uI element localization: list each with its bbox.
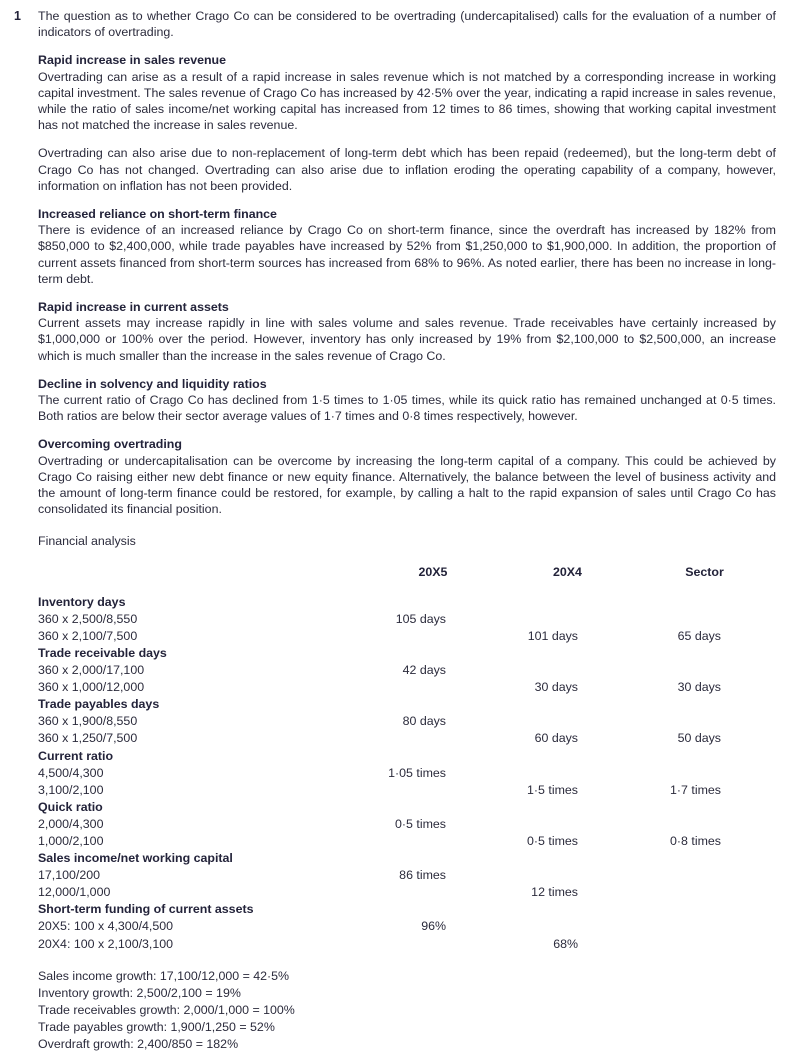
ratio-calculation: 1,000/2,100 bbox=[38, 834, 104, 848]
ratio-value-col2 bbox=[502, 662, 633, 679]
ratio-value-col2: 30 days bbox=[534, 680, 578, 695]
section-5-paragraph-1: Overtrading or undercapitalisation can be overcome by increasing the long-term capital of a company. This could be achieved by Crago Co raising either new debt finance or new equity finance. Alternatively, the balance between the level of business activity and the amount of long-term finance could be restored, for example, by calling a halt to the rapid expansion of sales until Crago Co has consolidated its financial position. bbox=[38, 453, 776, 517]
table-row-ratio-heading bbox=[38, 799, 776, 816]
table-row bbox=[38, 782, 776, 799]
ratio-value-col2: 68% bbox=[553, 936, 578, 951]
ratio-value-col2: 12 times bbox=[531, 885, 578, 900]
ratio-calculation: 3,100/2,100 bbox=[38, 782, 104, 797]
section-heading-3: Rapid increase in current assets bbox=[38, 300, 229, 315]
growth-line: Overdraft growth: 2,400/850 = 182% bbox=[38, 1037, 239, 1052]
ratio-value-col3 bbox=[633, 850, 776, 867]
ratio-calculation: 4,500/4,300 bbox=[38, 765, 104, 780]
financial-analysis-table bbox=[38, 564, 776, 953]
table-row-ratio-heading bbox=[38, 594, 776, 611]
ratio-name: Inventory days bbox=[38, 594, 126, 609]
ratio-calculation: 360 x 1,250/7,500 bbox=[38, 731, 138, 746]
ratio-value-col3 bbox=[633, 611, 776, 628]
ratio-value-col1 bbox=[364, 696, 502, 713]
table-row bbox=[38, 765, 776, 782]
section-heading-2: Increased reliance on short-term finance bbox=[38, 207, 277, 222]
ratio-value-col2 bbox=[502, 748, 633, 765]
section-1-paragraph-1: Overtrading can arise as a result of a rapid increase in sales revenue which is not matched by a corresponding increase in working capital investment. The sales revenue of Crago Co has increased by 42·5% over the year, indicating a rapid increase in sales revenue, while the ratio of sales income/net working capital has increased from 12 times to 86 times, showing that working capital investment has not matched the increase in sales revenue. bbox=[38, 69, 776, 133]
ratio-value-col2 bbox=[502, 611, 633, 628]
ratio-value-col2: 101 days bbox=[527, 628, 578, 643]
table-row bbox=[38, 730, 776, 747]
ratio-value-col2: 1·5 times bbox=[527, 782, 578, 797]
ratio-value-col2 bbox=[502, 816, 633, 833]
ratio-name: Sales income/net working capital bbox=[38, 851, 233, 866]
ratio-calculation: 17,100/200 bbox=[38, 868, 101, 883]
ratio-name: Quick ratio bbox=[38, 799, 103, 814]
ratio-calculation: 12,000/1,000 bbox=[38, 885, 111, 900]
ratio-value-col2 bbox=[502, 867, 633, 884]
growth-line: Sales income growth: 17,100/12,000 = 42·5% bbox=[38, 968, 290, 983]
table-row-ratio-heading bbox=[38, 901, 776, 918]
growth-line: Trade payables growth: 1,900/1,250 = 52% bbox=[38, 1019, 275, 1034]
ratio-value-col3: 1·7 times bbox=[670, 782, 721, 797]
ratio-value-col2 bbox=[502, 696, 633, 713]
ratio-calculation: 360 x 1,000/12,000 bbox=[38, 680, 145, 695]
ratio-value-col3 bbox=[633, 799, 776, 816]
column-header-label bbox=[38, 564, 364, 594]
ratio-value-col2 bbox=[502, 645, 633, 662]
section-heading-5: Overcoming overtrading bbox=[38, 437, 182, 452]
table-row-ratio-heading bbox=[38, 748, 776, 765]
ratio-value-col2 bbox=[502, 765, 633, 782]
financial-analysis-title: Financial analysis bbox=[38, 534, 136, 549]
section-3-paragraph-1: Current assets may increase rapidly in line with sales volume and sales revenue. Trade receivables have certainly increased by $1,000,000 or 100% over the period. However, inventory has only increased by 19% from $2,100,000 to $2,500,000, an increase which is much smaller than the increase in the sales revenue of Crago Co. bbox=[38, 316, 776, 363]
growth-line: Trade receivables growth: 2,000/1,000 = 100% bbox=[38, 1002, 295, 1017]
table-row bbox=[38, 918, 776, 935]
ratio-value-col1: 96% bbox=[421, 919, 446, 934]
ratio-name: Trade payables days bbox=[38, 697, 160, 712]
ratio-calculation: 20X5: 100 x 4,300/4,500 bbox=[38, 919, 174, 934]
ratio-value-col3: 0·8 times bbox=[670, 834, 721, 848]
table-row bbox=[38, 679, 776, 696]
ratio-value-col3 bbox=[633, 936, 776, 953]
growth-calculations bbox=[38, 968, 776, 1053]
table-row bbox=[38, 884, 776, 901]
table-row-ratio-heading bbox=[38, 645, 776, 662]
ratio-value-col1 bbox=[364, 782, 502, 799]
ratio-value-col1: 0·5 times bbox=[395, 816, 446, 831]
ratio-value-col1: 86 times bbox=[399, 868, 446, 883]
ratio-value-col1 bbox=[364, 730, 502, 747]
ratio-value-col3 bbox=[633, 645, 776, 662]
ratio-value-col3 bbox=[633, 918, 776, 935]
ratio-value-col2: 0·5 times bbox=[527, 834, 578, 848]
ratio-value-col3 bbox=[633, 662, 776, 679]
ratio-calculation: 360 x 2,500/8,550 bbox=[38, 611, 138, 626]
column-header-sector: Sector bbox=[685, 564, 724, 579]
ratio-value-col2: 60 days bbox=[534, 731, 578, 746]
section-1-paragraph-2: Overtrading can also arise due to non-replacement of long-term debt which has been repaid (redeemed), but the long-term debt of Crago Co has not changed. Overtrading can also arise due to inflation eroding the operating capability of a company, however, information on inflation has not been provided. bbox=[38, 146, 776, 193]
ratio-value-col3 bbox=[633, 816, 776, 833]
table-row bbox=[38, 628, 776, 645]
ratio-name: Short-term funding of current assets bbox=[38, 902, 254, 917]
ratio-value-col1 bbox=[364, 679, 502, 696]
ratio-value-col1: 105 days bbox=[395, 611, 446, 626]
ratio-name: Trade receivable days bbox=[38, 645, 167, 660]
ratio-name: Current ratio bbox=[38, 748, 114, 763]
table-row bbox=[38, 833, 776, 850]
ratio-value-col2 bbox=[502, 850, 633, 867]
ratio-value-col1 bbox=[364, 799, 502, 816]
table-row bbox=[38, 816, 776, 833]
intro-paragraph: The question as to whether Crago Co can be considered to be overtrading (undercapitalised) calls for the evaluation of a number of indicators of overtrading. bbox=[38, 9, 776, 40]
section-heading-4: Decline in solvency and liquidity ratios bbox=[38, 376, 267, 391]
ratio-value-col3 bbox=[633, 901, 776, 918]
ratio-value-col1 bbox=[364, 884, 502, 901]
ratio-value-col1: 42 days bbox=[402, 663, 446, 678]
table-row bbox=[38, 867, 776, 884]
ratio-value-col1 bbox=[364, 628, 502, 645]
ratio-value-col3: 65 days bbox=[677, 628, 721, 643]
ratio-value-col3: 30 days bbox=[677, 680, 721, 695]
ratio-value-col3 bbox=[633, 696, 776, 713]
table-header-row bbox=[38, 564, 776, 594]
ratio-value-col3 bbox=[633, 594, 776, 611]
ratio-value-col1 bbox=[364, 645, 502, 662]
table-row bbox=[38, 662, 776, 679]
ratio-value-col1: 1·05 times bbox=[388, 765, 446, 780]
ratio-value-col3 bbox=[633, 867, 776, 884]
ratio-calculation: 360 x 1,900/8,550 bbox=[38, 714, 138, 729]
ratio-value-col2 bbox=[502, 713, 633, 730]
ratio-value-col1 bbox=[364, 748, 502, 765]
ratio-value-col3 bbox=[633, 748, 776, 765]
ratio-calculation: 2,000/4,300 bbox=[38, 816, 104, 831]
section-2-paragraph-1: There is evidence of an increased reliance by Crago Co on short-term finance, since the overdraft has increased by 182% from $850,000 to $2,400,000, while trade payables have increased by 52% from $1,250,000 to $1,900,000. In addition, the proportion of current assets financed from short-term sources has increased from 68% to 96%. As noted earlier, there has been no increase in long-term debt. bbox=[38, 223, 776, 286]
ratio-value-col2 bbox=[502, 799, 633, 816]
section-4-paragraph-1: The current ratio of Crago Co has declined from 1·5 times to 1·05 times, while its quick ratio has remained unchanged at 0·5 times. Both ratios are below their sector average values of 1·7 times and 0·8 times respectively, however. bbox=[38, 393, 776, 424]
ratio-value-col3 bbox=[633, 713, 776, 730]
ratio-calculation: 360 x 2,100/7,500 bbox=[38, 628, 138, 643]
column-header-20x5: 20X5 bbox=[418, 564, 448, 579]
ratio-value-col1 bbox=[364, 936, 502, 953]
ratio-value-col2 bbox=[502, 594, 633, 611]
ratio-value-col1 bbox=[364, 850, 502, 867]
ratio-value-col3 bbox=[633, 765, 776, 782]
ratio-value-col3 bbox=[633, 884, 776, 901]
column-header-20x4: 20X4 bbox=[553, 564, 582, 579]
ratio-value-col1 bbox=[364, 901, 502, 918]
ratio-value-col1 bbox=[364, 594, 502, 611]
section-heading-1: Rapid increase in sales revenue bbox=[38, 53, 227, 68]
table-row bbox=[38, 713, 776, 730]
table-row bbox=[38, 936, 776, 953]
ratio-value-col3: 50 days bbox=[677, 731, 721, 746]
table-row-ratio-heading bbox=[38, 850, 776, 867]
table-row bbox=[38, 611, 776, 628]
ratio-calculation: 20X4: 100 x 2,100/3,100 bbox=[38, 936, 174, 951]
growth-line: Inventory growth: 2,500/2,100 = 19% bbox=[38, 985, 241, 1000]
ratio-value-col2 bbox=[502, 918, 633, 935]
ratio-value-col1 bbox=[364, 833, 502, 850]
question-number: 1 bbox=[14, 9, 21, 23]
table-row-ratio-heading bbox=[38, 696, 776, 713]
answer-body bbox=[38, 8, 776, 1053]
ratio-value-col2 bbox=[502, 901, 633, 918]
ratio-value-col1: 80 days bbox=[402, 714, 446, 729]
ratio-calculation: 360 x 2,000/17,100 bbox=[38, 663, 145, 678]
